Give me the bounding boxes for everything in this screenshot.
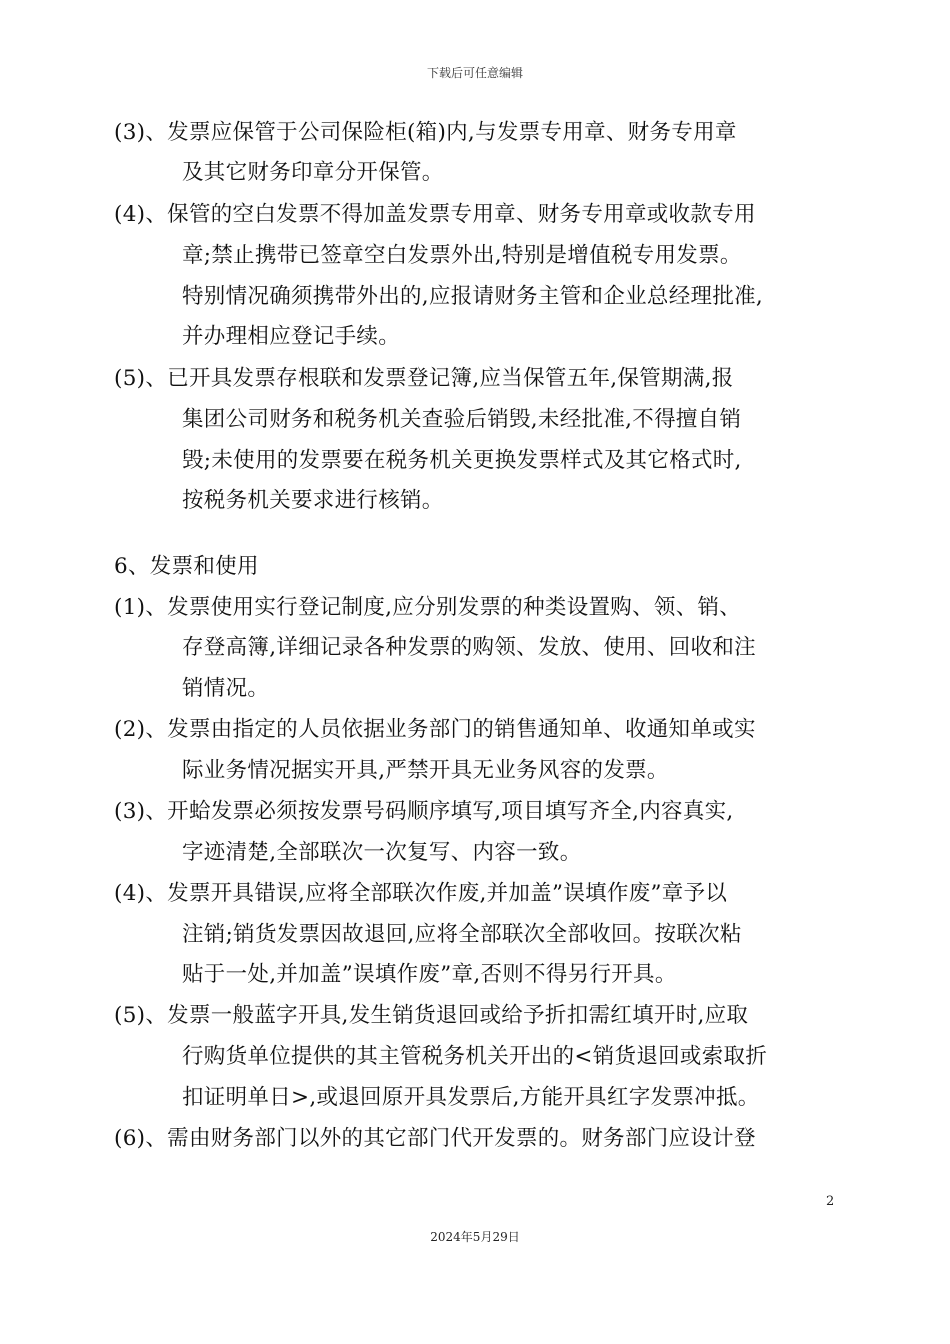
text-line: 际业务情况据实开具,严禁开具无业务风容的发票。 [182,758,669,783]
text-line: 字迹清楚,全部联次一次复写、内容一致。 [182,840,582,865]
page-footer-date: 2024年5月29日 [430,1230,520,1244]
text-line: 并办理相应登记手续。 [182,324,401,349]
text-line: (5)、已开具发票存根联和发票登记簿,应当保管五年,保管期满,报 [114,366,734,391]
page-header: 下载后可任意编辑 [426,66,523,80]
text-line: (3)、发票应保管于公司保险柜(箱)内,与发票专用章、财务专用章 [114,120,737,145]
text-line: 集团公司财务和税务机关查验后销毁,未经批准,不得擅自销 [182,407,742,432]
text-line: 特别情况确须携带外出的,应报请财务主管和企业总经理批准, [182,284,764,309]
page-number: 2 [826,1194,835,1209]
text-line: 贴于一处,并加盖”误填作废”章,否则不得另行开具。 [182,962,677,987]
text-line: 章;禁止携带已签章空白发票外出,特别是增值税专用发票。 [182,243,742,268]
text-line: (3)、开蛤发票必须按发票号码顺序填写,项目填写齐全,内容真实, [114,799,734,824]
text-line: (4)、保管的空白发票不得加盖发票专用章、财务专用章或收款专用 [114,202,756,227]
text-line: 毁;未使用的发票要在税务机关更换发票样式及其它格式时, [182,448,742,473]
text-line: (2)、发票由指定的人员依据业务部门的销售通知单、收通知单或实 [114,717,756,742]
text-line: 存登高簿,详细记录各种发票的购领、发放、使用、回收和注 [182,635,756,660]
text-line: 行购货单位提供的其主管税务机关开出的<销货退回或索取折 [182,1044,768,1069]
text-line: (5)、发票一般蓝字开具,发生销货退回或给予折扣需红填开时,应取 [114,1003,749,1028]
text-line: 及其它财务印章分开保管。 [182,160,444,185]
text-line: (1)、发票使用实行登记制度,应分别发票的种类设置购、领、销、 [114,595,742,620]
text-line: 扣证明单日>,或退回原开具发票后,方能开具红字发票冲抵。 [182,1085,760,1110]
text-line: (6)、需由财务部门以外的其它部门代开发票的。财务部门应设计登 [114,1126,756,1151]
text-line: 按税务机关要求进行核销。 [182,488,444,513]
text-line: 销情况。 [182,676,270,701]
text-line: (4)、发票开具错误,应将全部联次作废,并加盖”误填作废”章予以 [114,881,728,906]
section-heading: 6、发票和使用 [114,554,259,579]
text-line: 注销;销货发票因故退回,应将全部联次全部收回。按联次粘 [182,922,742,947]
